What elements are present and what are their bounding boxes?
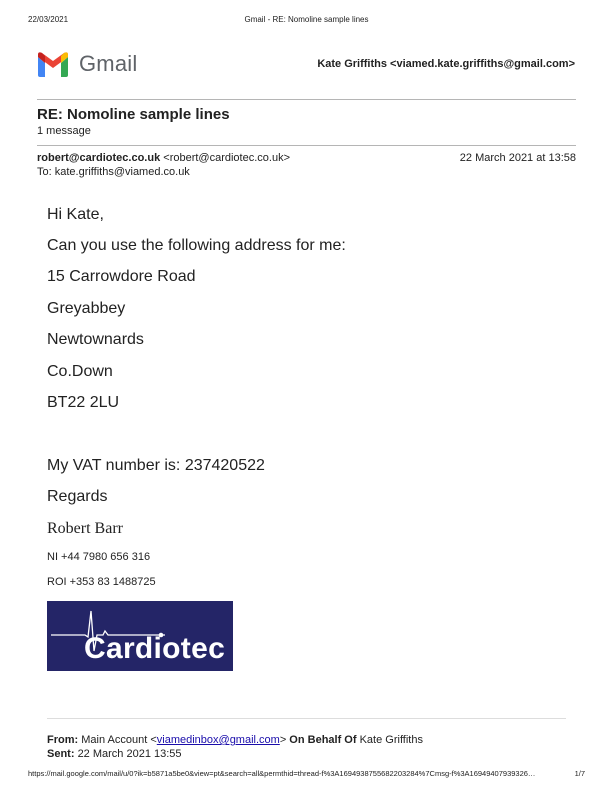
address-line-3: Newtownards (47, 331, 144, 348)
signature-phone-roi: ROI +353 83 1488725 (47, 576, 156, 588)
gmail-logo-text: Gmail (79, 51, 138, 76)
forward-divider (47, 718, 566, 719)
on-behalf-label: On Behalf Of (289, 734, 357, 746)
message-count: 1 message (37, 125, 91, 137)
forwarded-from-name: Main Account (81, 734, 148, 746)
message-date: 22 March 2021 at 13:58 (459, 152, 576, 164)
signature-name: Robert Barr (47, 520, 123, 537)
vat-number: My VAT number is: 237420522 (47, 457, 265, 474)
sender-email-angle: <robert@cardiotec.co.uk> (163, 152, 290, 164)
body-regards: Regards (47, 488, 108, 505)
address-line-1: 15 Carrowdore Road (47, 268, 196, 285)
on-behalf-name: Kate Griffiths (359, 734, 423, 746)
subject-divider (37, 145, 576, 146)
forwarded-from-label: From: (47, 734, 79, 746)
account-label: Kate Griffiths <viamed.kate.griffiths@gmail.com> (317, 58, 575, 70)
thread-subject: RE: Nomoline sample lines (37, 106, 230, 123)
print-title: Gmail - RE: Nomoline sample lines (244, 15, 369, 24)
address-line-4: Co.Down (47, 363, 113, 380)
print-page-number: 1/7 (574, 769, 585, 778)
print-footer-url: https://mail.google.com/mail/u/0?ik=b5871a5be0&view=pt&search=all&permthid=thread-f%3A1694938755682203284%7Cmsg-f%3A16949407939326… (28, 769, 536, 778)
sender-email: robert@cardiotec.co.uk (37, 152, 161, 164)
gmail-m-icon (36, 51, 70, 77)
signature-phone-ni: NI +44 7980 656 316 (47, 551, 151, 563)
message-to: To: kate.griffiths@viamed.co.uk (37, 166, 190, 178)
address-line-2: Greyabbey (47, 300, 126, 317)
address-line-5: BT22 2LU (47, 394, 120, 411)
message-from (37, 152, 290, 164)
print-date: 22/03/2021 (28, 15, 69, 24)
forwarded-sent (47, 748, 182, 760)
body-greeting: Hi Kate, (47, 206, 104, 223)
forwarded-from: From: Main Account <viamedinbox@gmail.com> On Behalf Of Kate Griffiths (47, 734, 423, 746)
body-request: Can you use the following address for me: (47, 237, 346, 254)
forwarded-sent-value: 22 March 2021 13:55 (77, 748, 182, 760)
cardiotec-logo (47, 601, 233, 671)
forwarded-from-email-link[interactable]: viamedinbox@gmail.com (156, 734, 280, 746)
gmail-logo (36, 49, 137, 79)
forwarded-sent-label: Sent: (47, 748, 75, 760)
header-divider (37, 99, 576, 100)
cardiotec-logo-text: Cardiotec (84, 632, 226, 665)
